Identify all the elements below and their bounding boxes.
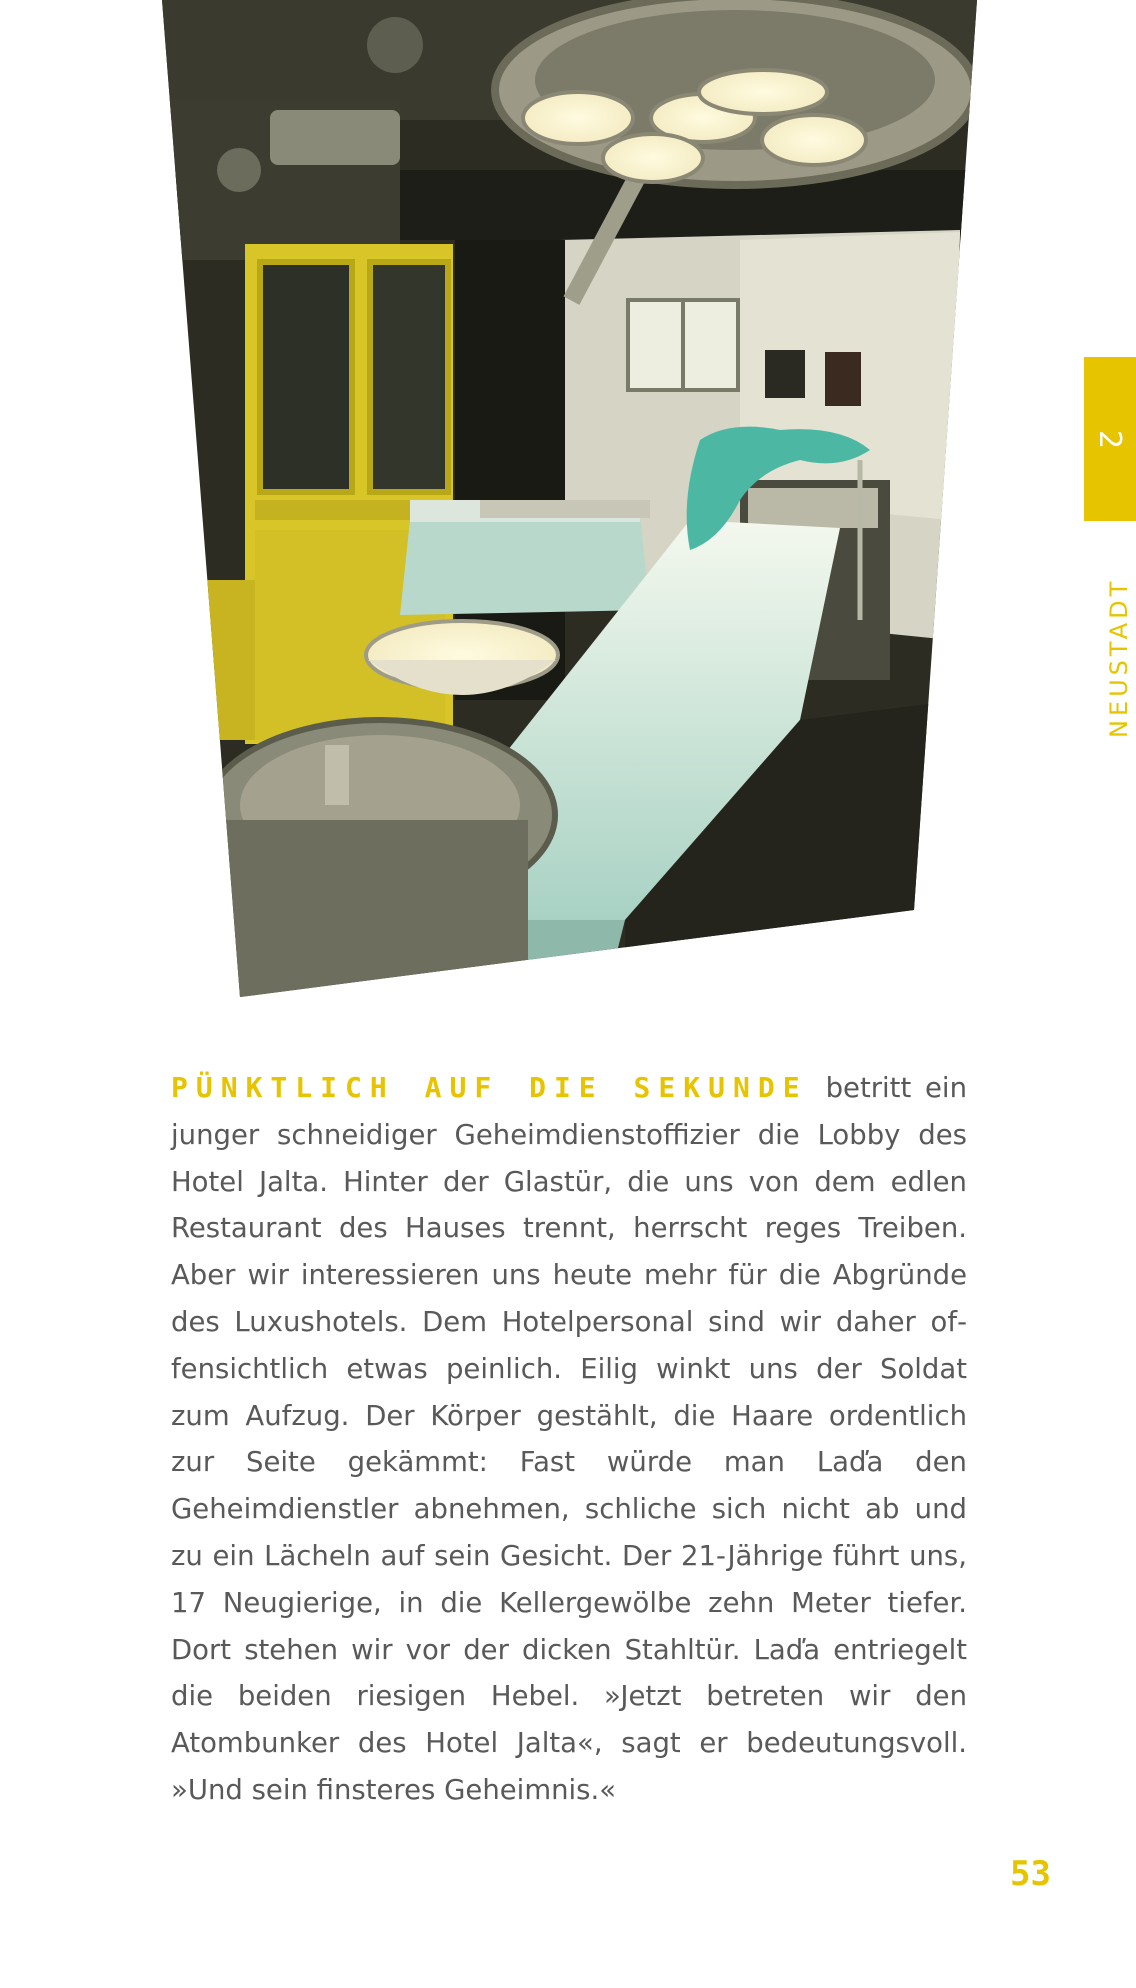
article-body	[171, 1065, 967, 1814]
chapter-tab	[1084, 357, 1136, 521]
chapter-number: 2	[1092, 429, 1128, 449]
article-text: betritt ein junger schneidiger Geheimdienstoffizier die Lobby des Hotel Jalta. Hinter der Glastür, die uns von dem edlen Restaurant des Hauses trennt, herrscht reges Treiben. Aber wir interessieren uns heute mehr für die Abgründe des Luxushotels. Dem Hotelpersonal sind wir daher offensichtlich etwas peinlich. Eilig winkt uns der Soldat zum Aufzug. Der Körper gestählt, die Haare ordentlich zur Seite gekämmt: Fast würde man Laďa den Geheimdienstler abnehmen, schliche sich nicht ab und zu ein Lächeln auf sein Gesicht. Der 21-Jährige führt uns, 17 Neugierige, in die Kellergewölbe zehn Meter tiefer. Dort stehen wir vor der dicken Stahltür. Laďa entriegelt die beiden riesigen Hebel. »Jetzt betreten wir den Atombunker des Hotel Jalta«, sagt er bedeutungsvoll. »Und sein finsteres Geheimnis.«	[171, 1072, 968, 1806]
chapter-label: NEUSTADT	[1105, 577, 1133, 738]
article-lead-in: PÜNKTLICH AUF DIE SEKUNDE	[171, 1071, 808, 1104]
page-number: 53	[1010, 1854, 1051, 1894]
